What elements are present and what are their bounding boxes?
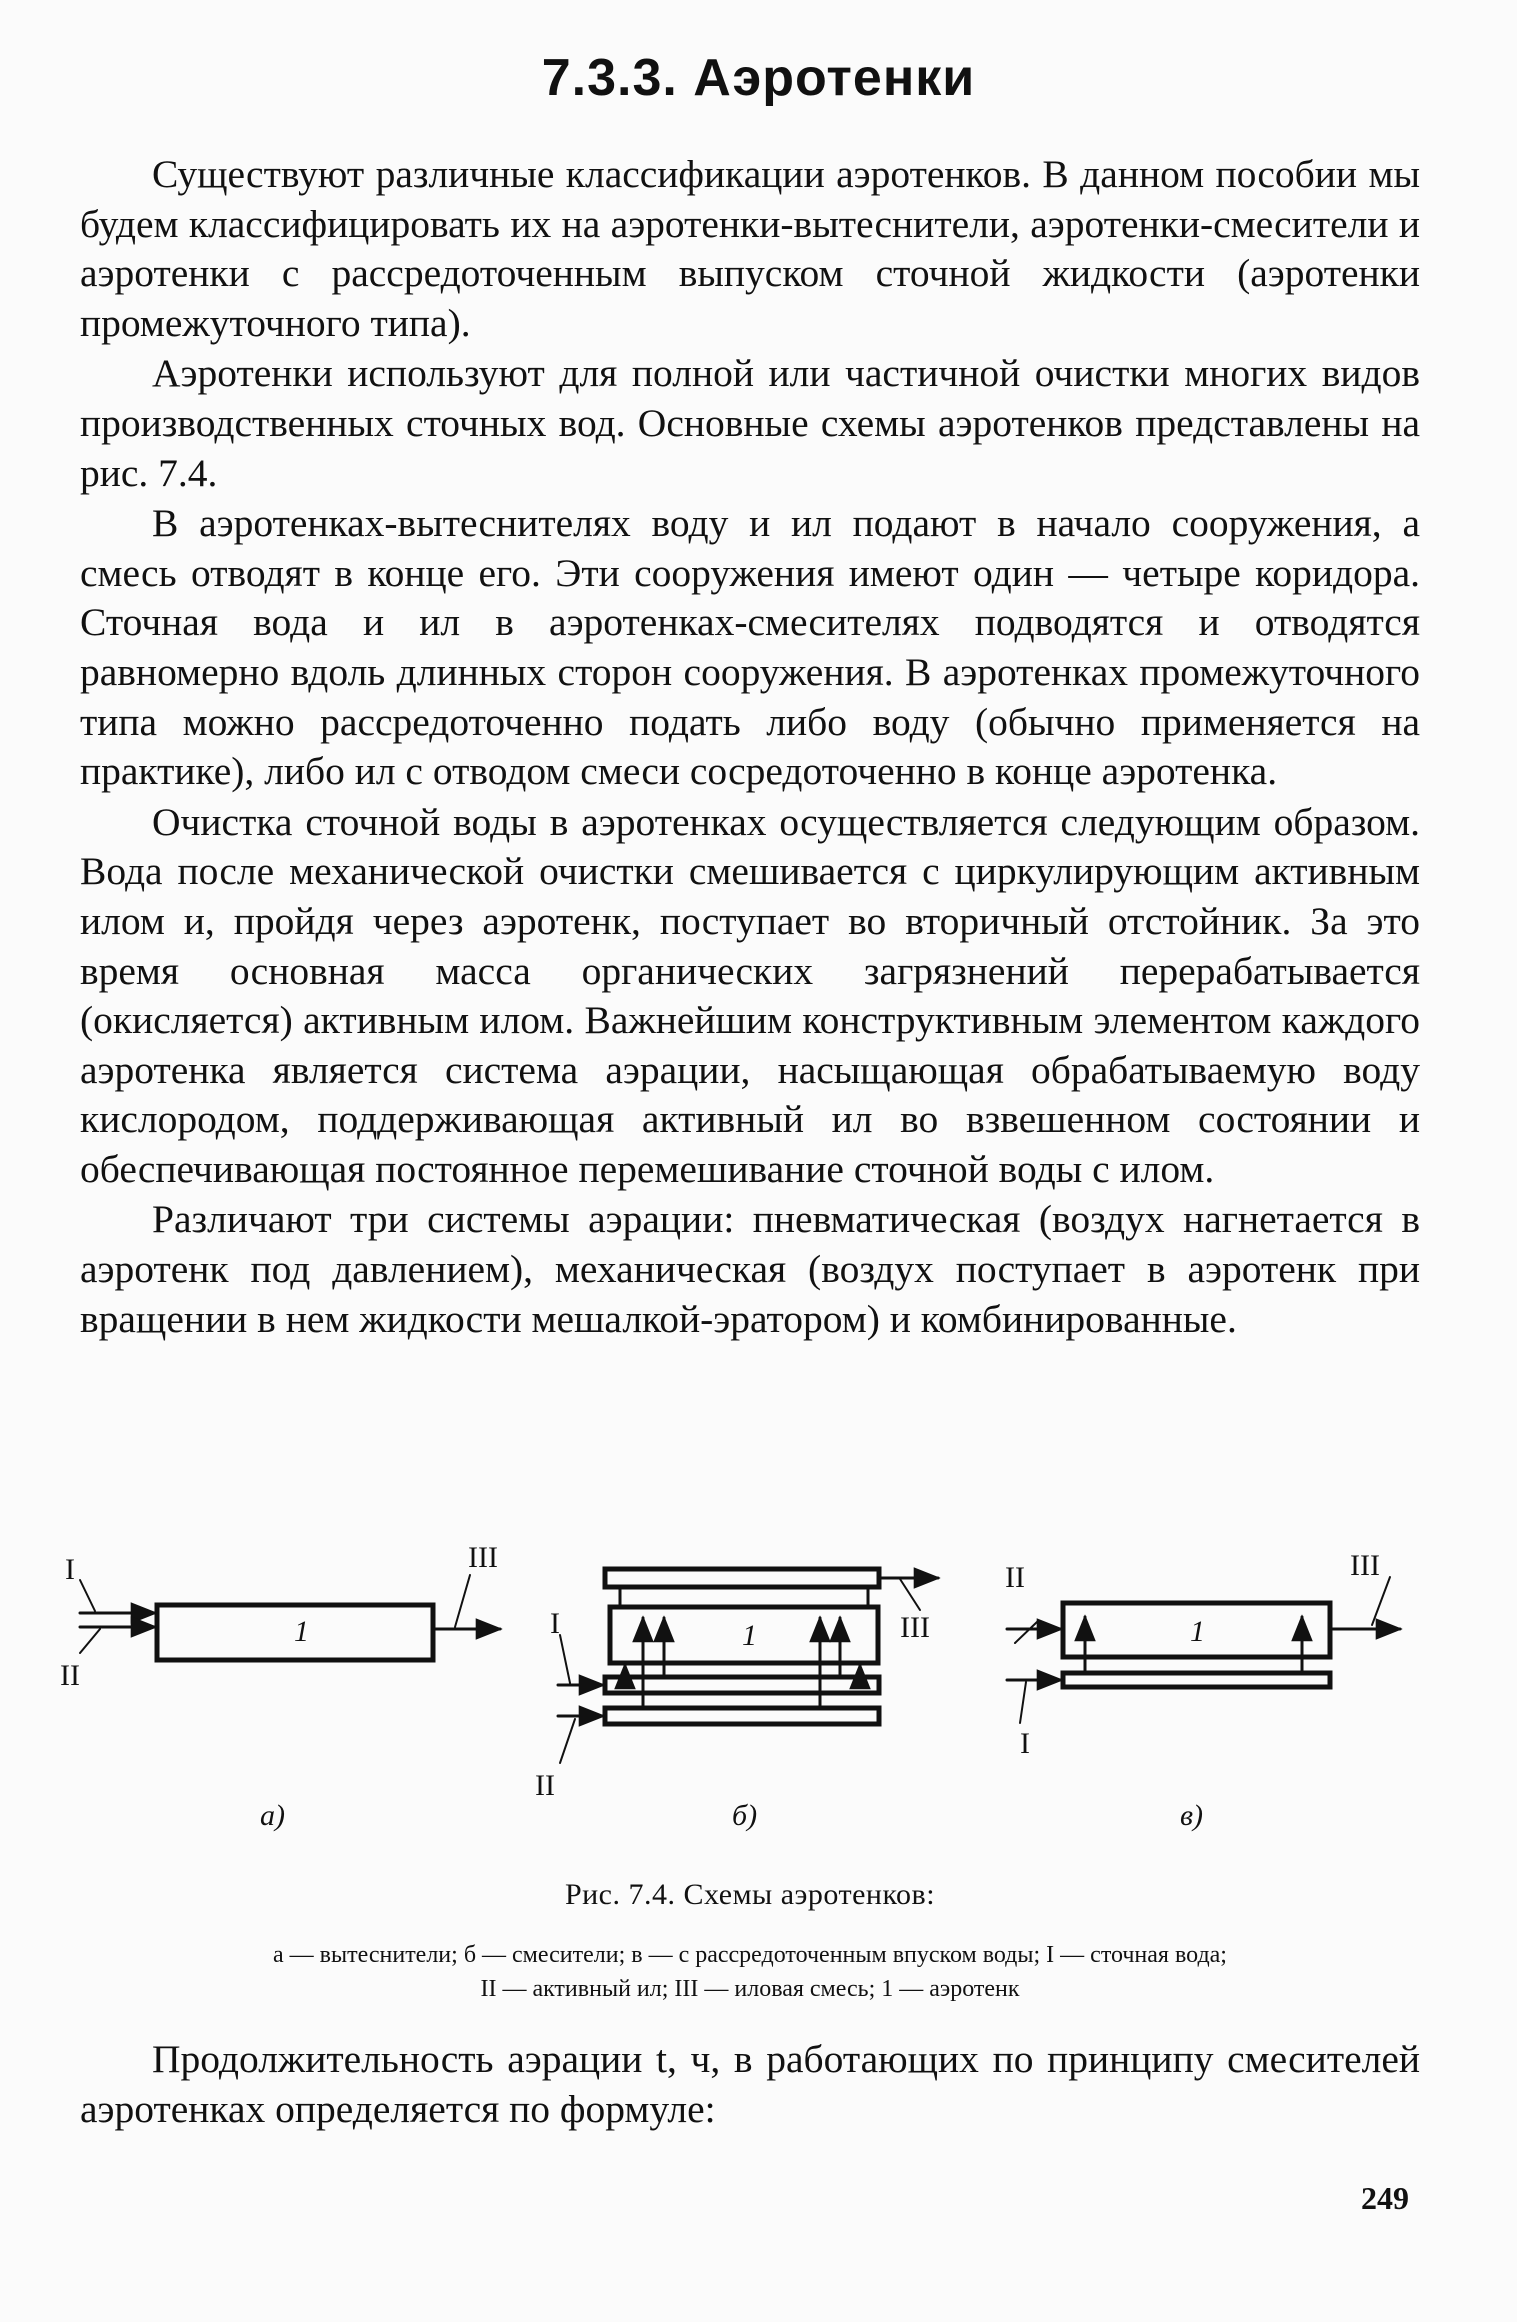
scheme-c-distribution-channel <box>1063 1673 1330 1687</box>
scheme-a-leader-I <box>80 1580 95 1611</box>
scheme-b-water-channel <box>605 1677 879 1693</box>
figure-legend <box>80 1938 1420 2006</box>
subcaption-a: а) <box>260 1799 285 1832</box>
scheme-c-leader-III <box>1372 1577 1390 1625</box>
paragraph: В аэротенках-вытеснителях воду и ил подают в начало сооружения, а смесь отводят в конце его. Эти сооружения имеют один — четыре коридора. Сточная вода и ил в аэротенках-смесителях подводятся и отводятся равномерно вдоль длинных сторон сооружения. В аэротенках промежуточного типа можно рассредоточенно подать либо воду (обычно применяется на практике), либо ил с отводом смеси сосредоточенно в конце аэротенка. <box>80 501 1420 794</box>
scheme-c-label-tank: 1 <box>1190 1615 1205 1648</box>
paragraph: Очистка сточной воды в аэротенках осуществляется следующим образом. Вода после механической очистки смешивается с циркулирующим активным илом и, пройдя через аэротенк, поступает во вторичный отстойник. За это время основная масса органических загрязнений перерабатывается (окисляется) активным илом. Важнейшим конструктивным элементом каждого аэротенка является система аэрации, насыщающая обрабатываемую воду кислородом, поддерживающая активный ил во взвешенном состоянии и обеспечивающая постоянное перемешивание сточной воды с илом. <box>80 799 1420 1191</box>
scheme-a-label-tank: 1 <box>294 1615 309 1648</box>
scheme-b-diagram <box>558 1569 938 1763</box>
scheme-b-leader-III <box>900 1579 920 1610</box>
scheme-a-label-III: III <box>468 1541 498 1574</box>
subcaption-b: б) <box>732 1799 758 1832</box>
tail-text <box>80 2035 1420 2134</box>
subcaption-c: в) <box>1180 1799 1204 1832</box>
paragraph: Существуют различные классификации аэротенков. В данном пособии мы будем классифицировать их на аэротенки-вытеснители, аэротенки-смесители и аэротенки с рассредоточенным выпуском сточной жидкости (аэротенки промежуточного типа). <box>80 152 1420 345</box>
scheme-c-label-I: I <box>1020 1727 1030 1760</box>
scheme-b-sludge-channel <box>605 1708 879 1724</box>
figure-aerotank-schemes <box>60 1525 1420 1855</box>
scheme-a-label-II: II <box>60 1659 80 1692</box>
scheme-b-leader-I <box>560 1635 570 1683</box>
scheme-a-diagram <box>80 1575 500 1660</box>
caption-title: Рис. 7.4. Схемы аэротенков: <box>564 1878 936 1911</box>
scheme-b-label-III: III <box>900 1611 930 1644</box>
scheme-c-leader-II <box>1015 1621 1038 1643</box>
body-text <box>80 150 1420 1344</box>
page-number: 249 <box>1361 2180 1409 2216</box>
scheme-c-label-III: III <box>1350 1549 1380 1582</box>
scheme-a-leader-III <box>455 1575 470 1627</box>
scheme-c-leader-I <box>1020 1682 1026 1723</box>
figure-caption <box>80 1878 1420 1912</box>
paragraph: Продолжительность аэрации t, ч, в работающих по принципу смесителей аэротенках определяется по формуле: <box>80 2037 1420 2131</box>
scheme-a-leader-II <box>80 1629 100 1653</box>
legend-line: II — активный ил; III — иловая смесь; 1 — аэротенк <box>480 1976 1020 2002</box>
section-title: 7.3.3. Аэротенки <box>541 49 976 107</box>
scheme-b-label-II: II <box>535 1769 555 1802</box>
scheme-b-label-I: I <box>550 1607 560 1640</box>
scheme-b-label-tank: 1 <box>742 1619 757 1652</box>
legend-line: а — вытеснители; б — смесители; в — с рассредоточенным впуском воды; I — сточная вода; <box>273 1942 1227 1968</box>
scheme-b-leader-II <box>560 1719 575 1763</box>
scheme-c-diagram <box>1007 1577 1400 1723</box>
paragraph: Аэротенки используют для полной или частичной очистки многих видов производственных сточных вод. Основные схемы аэротенков представлены на рис. 7.4. <box>80 351 1420 495</box>
scheme-a-label-I: I <box>65 1553 75 1586</box>
paragraph: Различают три системы аэрации: пневматическая (воздух нагнетается в аэротенк под давлением), механическая (воздух поступает в аэротенк при вращении в нем жидкости мешалкой-эратором) и комбинированные. <box>80 1197 1420 1341</box>
scheme-c-label-II: II <box>1005 1561 1025 1594</box>
figure-diagram <box>60 1525 1420 1855</box>
scheme-b-outlet-channel <box>605 1569 879 1587</box>
